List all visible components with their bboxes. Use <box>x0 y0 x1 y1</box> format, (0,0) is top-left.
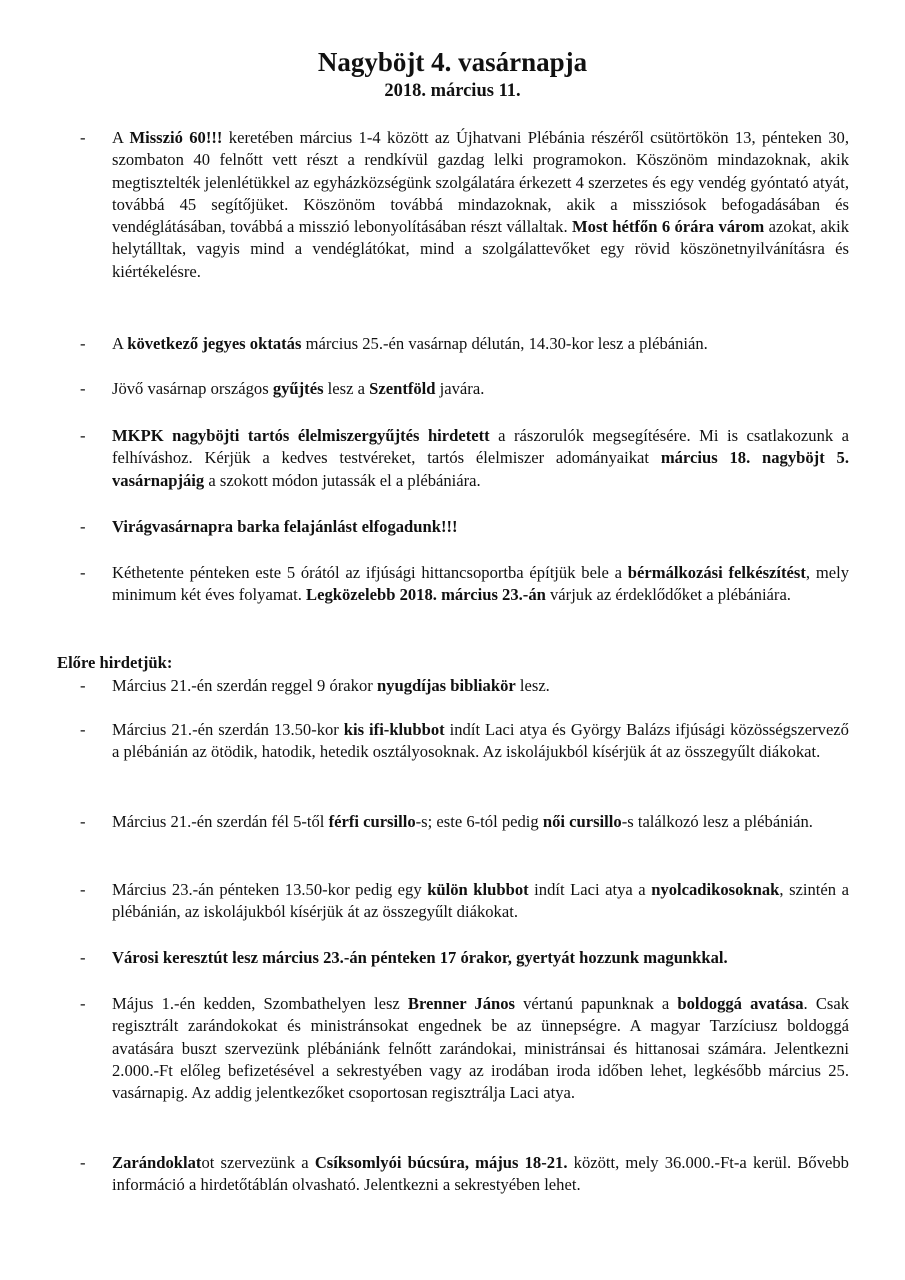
section-heading: Előre hirdetjük: <box>57 653 173 672</box>
text-run: vértanú papunknak a <box>514 994 678 1013</box>
bullet-dash: - <box>80 379 86 398</box>
announcement-text <box>112 675 849 697</box>
bullet-dash: - <box>80 948 86 967</box>
text-run: a rászorulók megsegítésére. Mi is csatlakozunk a felhíváshoz. Kérjük a kedves testvéreket, tartós élelmiszer adományaikat <box>112 426 850 468</box>
text-run: A <box>112 334 128 353</box>
text-run: Március 23.-án pénteken 13.50-kor pedig egy <box>112 880 428 899</box>
bullet-dash: - <box>80 676 86 695</box>
bullet-dash: - <box>80 1153 86 1172</box>
announcement-text <box>112 562 849 607</box>
bold-text-run: Zarándoklat <box>112 1153 202 1172</box>
text-run: -s találkozó lesz a plébánián. <box>621 812 813 831</box>
bullet-dash: - <box>80 994 86 1013</box>
announcement-text <box>112 879 849 924</box>
bold-text-run: nyolcadikosoknak <box>651 880 780 899</box>
bold-text-run: boldoggá avatása <box>677 994 804 1013</box>
text-run: lesz. <box>515 676 550 695</box>
text-run: indít Laci atya a <box>528 880 652 899</box>
text-run: , mely minimum két éves folyamat. <box>112 563 849 605</box>
text-run: azokat, akik helytálltak, vagyis mind a vendéglátókat, mind a szolgálattevőket egy rövid köszönetnyilvánításra és kiértékelésre. <box>112 217 849 281</box>
announcement-text <box>112 719 849 764</box>
bold-text-run: gyűjtés <box>272 379 324 398</box>
page-date: 2018. március 11. <box>384 81 521 101</box>
bold-text-run: Misszió 60!!! <box>129 128 223 147</box>
bold-text-run: férfi cursillo <box>328 812 416 831</box>
announcement-text <box>112 947 849 969</box>
bold-text-run: következő jegyes oktatás <box>127 334 302 353</box>
text-run: március 25.-én vasárnap délután, 14.30-kor lesz a plébánián. <box>301 334 708 353</box>
bullet-dash: - <box>80 334 86 353</box>
text-run: Március 21.-én szerdán fél 5-től <box>112 812 329 831</box>
text-run: Kéthetente pénteken este 5 órától az ifjúsági hittancsoportba építjük bele a <box>112 563 628 582</box>
text-run: Május 1.-én kedden, Szombathelyen lesz <box>112 994 408 1013</box>
announcement-text <box>112 1152 849 1197</box>
text-run: javára. <box>435 379 485 398</box>
announcement-text <box>112 516 849 538</box>
announcement-text <box>112 993 849 1104</box>
text-run: indít Laci atya és György Balázs ifjúsági közösségszervező a plébánián az ötödik, hatodik, hetedik osztályosoknak. Az iskolájukból kísérjük át az összegyűlt diákokat. <box>112 720 849 762</box>
bold-text-run: Brenner János <box>407 994 515 1013</box>
bold-text-run: bérmálkozási felkészítést <box>627 563 806 582</box>
announcement-text <box>112 811 849 833</box>
bold-text-run: március 18. nagyböjt 5. vasárnapjáig <box>112 448 849 490</box>
announcement-text <box>112 333 849 355</box>
bullet-dash: - <box>80 426 86 445</box>
bold-text-run: Csíksomlyói búcsúra, május 18-21. <box>314 1153 568 1172</box>
announcement-text <box>112 127 849 283</box>
bold-text-run: Legközelebb 2018. március 23.-án <box>306 585 546 605</box>
bullet-dash: - <box>80 563 86 582</box>
bullet-dash: - <box>80 812 86 831</box>
bold-text-run: Virágvasárnapra barka felajánlást elfogadunk!!! <box>112 517 458 536</box>
text-run: Március 21.-én szerdán reggel 9 órakor <box>112 676 377 695</box>
text-run: között, mely 36.000.-Ft-a kerül. Bővebb információ a hirdetőtáblán olvasható. Jelentkezni a sekrestyében lehet. <box>112 1153 849 1195</box>
bold-text-run: kis ifi-klubbot <box>343 720 445 739</box>
text-run: a szokott módon jutassák el a plébániára. <box>204 470 481 490</box>
bold-text-run: női cursillo <box>542 812 622 831</box>
text-run: ot szervezünk a <box>201 1153 315 1172</box>
text-run: A <box>112 128 130 147</box>
bold-text-run: külön klubbot <box>427 880 529 899</box>
bold-text-run: Most hétfőn 6 órára várom <box>571 217 765 237</box>
text-run: várjuk az érdeklődőket a plébániára. <box>545 585 791 605</box>
bold-text-run: Városi keresztút lesz március 23.-án pénteken 17 órakor, gyertyát hozzunk magunkkal. <box>112 948 728 967</box>
bullet-dash: - <box>80 128 86 147</box>
bold-text-run: MKPK nagyböjti tartós élelmiszergyűjtés hirdetett <box>112 426 490 445</box>
text-run: Március 21.-én szerdán 13.50-kor <box>112 720 344 739</box>
text-run: Jövő vasárnap országos <box>112 379 273 398</box>
text-run: keretében március 1-4 között az Újhatvani Plébánia részéről csütörtökön 13, pénteken 30, szombaton 40 felnőtt vett részt a rendkívül gazdag lelki programokon. Köszönöm mindazoknak, akik megtisztelték jelenlétükkel az egyházközségünk szolgálatára érkezett 4 szerzetes és egy vendég gyóntató atyát, továbbá 45 segítőjüket. Köszönöm továbbá mindazoknak, akik a missziósok befogadásában és vendéglátásában, továbbá a misszió lebonyolításában részt vállaltak. <box>112 128 849 237</box>
bullet-dash: - <box>80 880 86 899</box>
text-run: . Csak regisztrált zarándokokat és ministránsokat engednek be az ünnepségre. A magyar Tarzíciusz boldoggá avatására buszt szervezünk plébániánk felnőtt zarándokai, ministránsai és hittanosai számára. Jelentkezni 2.000.-Ft előleg befizetésével a sekrestyében vagy az irodában iroda időben lehet, legkésőbb március 25. vasárnapig. Az addig jelentkezőket csoportosan regisztrálja Laci atya. <box>112 994 850 1103</box>
text-run: -s; este 6-tól pedig <box>415 812 543 831</box>
bullet-dash: - <box>80 720 86 739</box>
announcement-text <box>112 378 849 400</box>
text-run: , szintén a plébánián, az iskolájukból kísérjük át az összegyűlt diákokat. <box>112 880 849 922</box>
bullet-dash: - <box>80 517 86 536</box>
bold-text-run: nyugdíjas bibliakör <box>376 676 516 695</box>
page-title: Nagyböjt 4. vasárnapja <box>317 47 588 77</box>
bold-text-run: Szentföld <box>369 379 436 398</box>
announcement-text <box>112 425 849 492</box>
text-run: lesz a <box>323 379 370 398</box>
